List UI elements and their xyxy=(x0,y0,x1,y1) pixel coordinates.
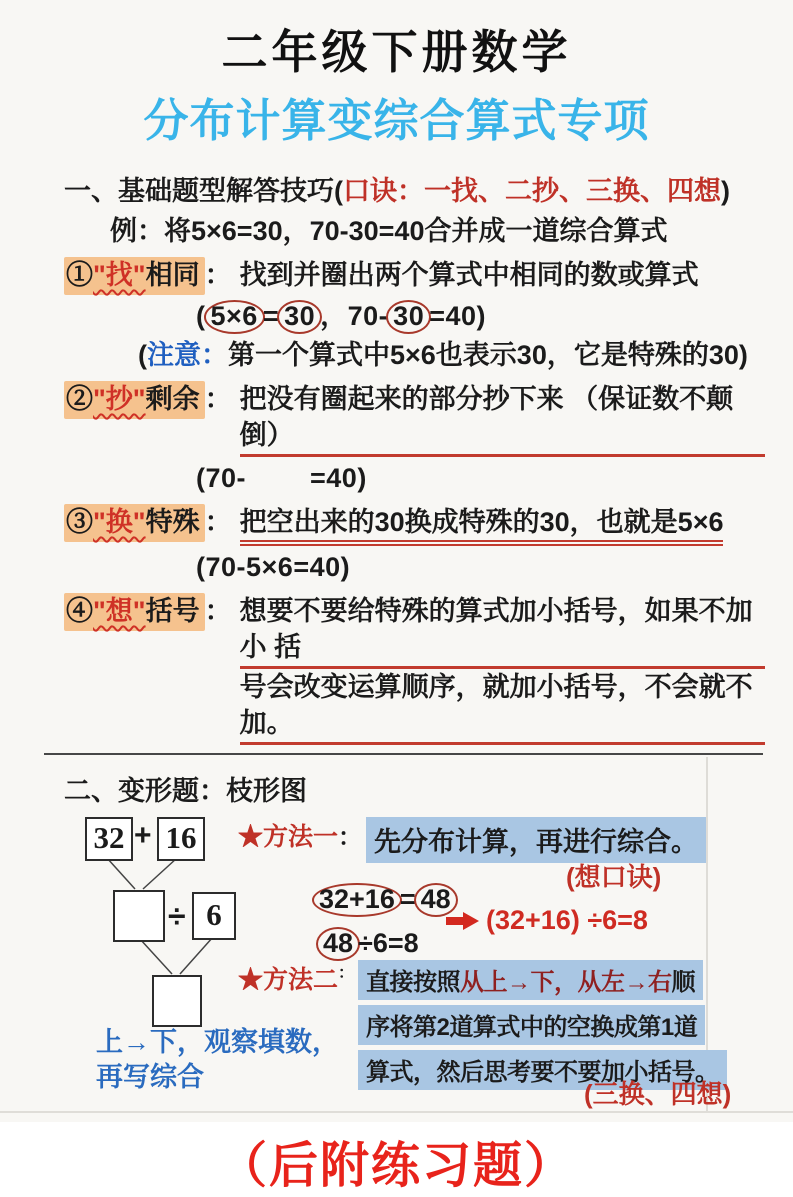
step3-keyword: "换" xyxy=(93,507,146,537)
step1-row xyxy=(64,257,765,295)
step2-equation xyxy=(196,460,765,496)
step1-note xyxy=(138,337,765,373)
step3-num: ③ xyxy=(66,507,93,537)
step3-label-rest: 特殊 xyxy=(145,507,200,537)
method1-star-label: ★方法一 xyxy=(238,823,339,851)
note-close: ) xyxy=(738,340,748,370)
method1-colon: ： xyxy=(338,824,363,851)
step3-colon: ： xyxy=(204,507,232,537)
step1-num: ① xyxy=(66,260,93,290)
section-basic-techniques xyxy=(64,173,765,745)
step1-keyword: "找" xyxy=(93,260,146,290)
example-line: 例：将5×6=30，70-30=40合并成一道综合算式 xyxy=(110,216,668,246)
circled-32-plus-16: 32+16 xyxy=(312,883,402,917)
step4-desc xyxy=(240,593,765,745)
circled-48-first: 48 xyxy=(414,883,458,917)
side-note-line1: 上→下，观察填数， xyxy=(96,1027,339,1057)
step2-label-rest: 剩余 xyxy=(145,384,200,414)
arrow-right-icon xyxy=(446,912,480,930)
tree-box-32: 32 xyxy=(85,817,133,861)
method2-note: (三换、四想) xyxy=(584,1079,732,1109)
circled-5x6: 5×6 xyxy=(204,300,265,334)
step1-equation xyxy=(196,298,765,334)
side-note xyxy=(96,1025,339,1095)
side-note-line2: 再写综合 xyxy=(96,1062,204,1092)
tree-box-16: 16 xyxy=(157,817,205,861)
step1-label-rest: 相同 xyxy=(145,260,200,290)
step1-desc: 找到并圈出两个算式中相同的数或算式 xyxy=(239,260,699,290)
section1-heading-mnemonic: 口诀：一找、二抄、三换、四想 xyxy=(343,176,721,206)
step4-keyword: "想" xyxy=(93,596,146,626)
method2-line3: 算式，然后思考要不要加小括号。 xyxy=(358,1050,727,1090)
plus-sign: + xyxy=(134,819,152,852)
eq1-open: ( xyxy=(196,301,206,331)
method1-highlight: 先分布计算，再进行综合。 xyxy=(366,817,706,863)
note-keyword: 注意： xyxy=(147,340,228,370)
step3-row xyxy=(64,504,765,546)
step2-row xyxy=(64,381,765,457)
method2-line1-b: 顺 xyxy=(671,969,696,996)
step4-row xyxy=(64,593,765,745)
combined-result-row xyxy=(446,905,648,936)
step1-label xyxy=(64,257,205,295)
step4-num: ④ xyxy=(66,596,93,626)
section1-heading-prefix: 一、基础题型解答技巧( xyxy=(64,176,343,206)
note-text: 第一个算式中5×6也表示30，它是特殊的30 xyxy=(228,340,739,370)
divide-sign: ÷ xyxy=(168,898,186,934)
division-rest: ÷6=8 xyxy=(358,928,419,958)
eq1-middle: ，70- xyxy=(320,301,389,331)
footer-title: （后附练习题） xyxy=(217,1138,575,1193)
method2-line1-a: 直接按照 xyxy=(366,969,461,996)
method1-note: (想口诀) xyxy=(566,862,662,892)
sum-equals: = xyxy=(399,884,416,914)
empty-box-sum xyxy=(113,890,165,942)
method2-text xyxy=(358,960,727,1090)
method2-line1 xyxy=(358,960,703,1000)
circled-30-first: 30 xyxy=(277,300,322,334)
step1-colon: ： xyxy=(204,260,232,290)
step2-colon: ： xyxy=(204,384,232,414)
step3-label xyxy=(64,504,205,542)
method2-star-label: ★方法二 xyxy=(238,966,339,994)
eq1-equals: = xyxy=(262,301,280,331)
section-variant-problems xyxy=(0,757,793,1113)
step4-desc-line2: 号会改变运算顺序，就加小括号，不会就不加。 xyxy=(240,669,765,745)
step3-desc: 把空出来的30换成特殊的30，也就是5×6 xyxy=(240,504,724,546)
step2-keyword: "抄" xyxy=(93,384,146,414)
step2-desc: 把没有圈起来的部分抄下来 （保证数不颠倒） xyxy=(240,381,765,457)
section1-heading xyxy=(64,173,765,209)
eq1-close: =40) xyxy=(429,301,487,331)
method2-line2: 序将第2道算式中的空换成第1道 xyxy=(358,1005,705,1045)
combined-result: (32+16) ÷6=8 xyxy=(486,905,648,935)
step2-num: ② xyxy=(66,384,93,414)
empty-box-result xyxy=(152,975,202,1027)
circled-30-second: 30 xyxy=(386,300,431,334)
method1-label xyxy=(238,817,338,853)
section2-heading: 二、变形题：枝形图 xyxy=(64,776,307,806)
step2-label xyxy=(64,381,205,419)
step4-label xyxy=(64,593,205,631)
step4-desc-line1: 想要不要给特殊的算式加小括号，如果不加小 括 xyxy=(240,593,765,669)
note-open: ( xyxy=(138,340,147,370)
method2-line1-red: 从上→下，从左→右 xyxy=(460,969,672,996)
section1-heading-suffix: ) xyxy=(721,176,730,206)
division-equation xyxy=(318,927,419,961)
circled-48-second: 48 xyxy=(316,927,360,961)
step4-colon: ： xyxy=(204,596,232,626)
method2-colon: ： xyxy=(338,965,355,982)
eq2-close: =40) xyxy=(310,463,367,493)
tree-box-6: 6 xyxy=(192,892,236,940)
section-divider xyxy=(44,753,763,755)
page-subtitle: 分布计算变综合算式专项 xyxy=(143,96,650,146)
page-title: 二年级下册数学 xyxy=(221,27,572,78)
step3-equation: (70-5×6=40) xyxy=(196,552,351,582)
step4-label-rest: 括号 xyxy=(145,596,200,626)
eq2-open: (70- xyxy=(196,463,247,493)
sum-equation xyxy=(314,883,456,917)
method2-label xyxy=(238,960,338,996)
